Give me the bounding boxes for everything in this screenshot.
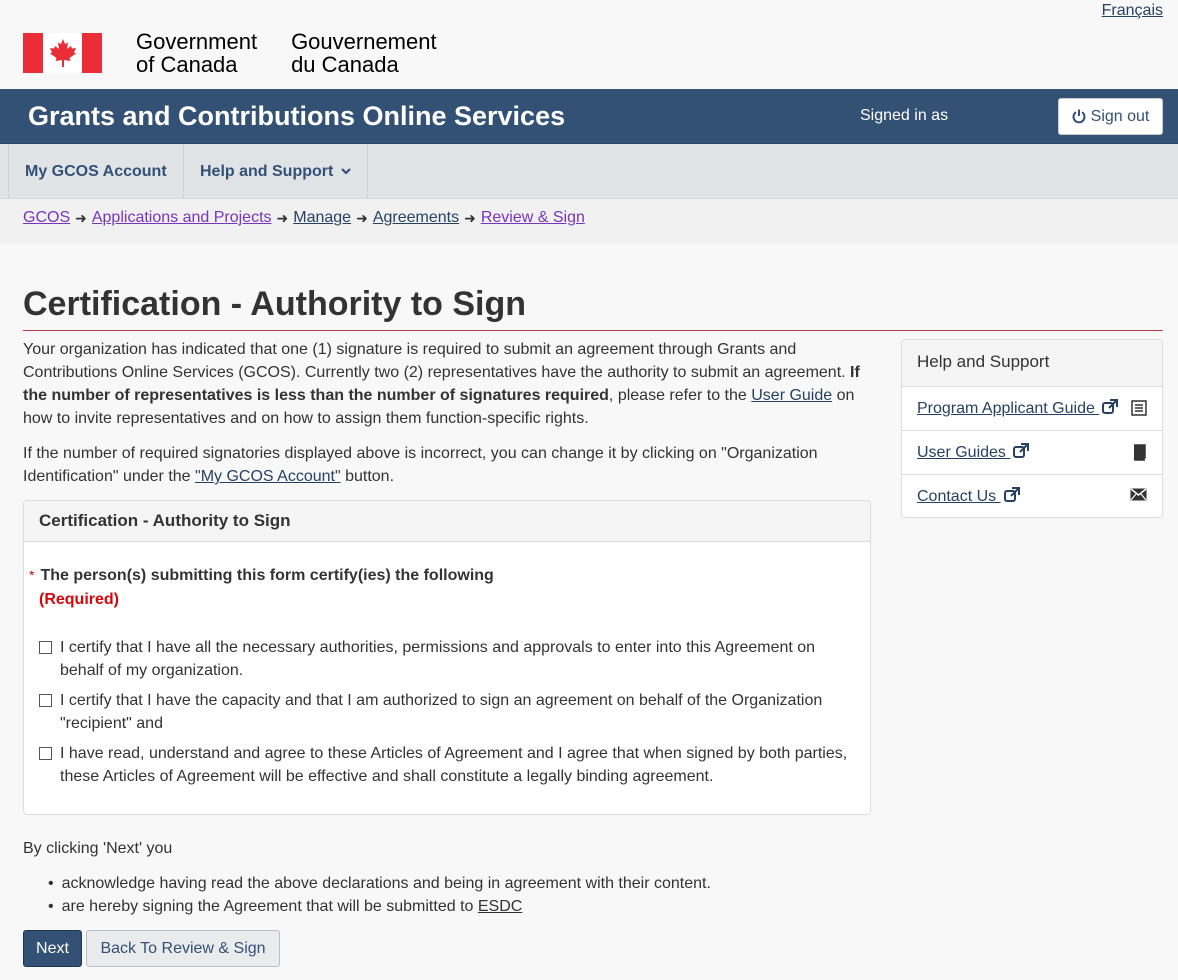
certify-capacity-checkbox[interactable]: [39, 694, 52, 707]
external-link-icon: [1102, 399, 1118, 419]
app-title: Grants and Contributions Online Services: [28, 101, 566, 131]
external-link-icon: [1013, 443, 1029, 463]
book-icon: [1131, 444, 1147, 466]
required-label: (Required): [39, 591, 119, 608]
certify-authorities-label[interactable]: I certify that I have all the necessary authorities, permissions and approvals to enter into this Agreement on behalf of my organization.: [60, 639, 816, 679]
help-panel-heading: Help and Support: [902, 340, 1162, 387]
contact-us-link[interactable]: Contact Us: [917, 487, 1020, 507]
certify-authorities-row[interactable]: [39, 636, 859, 682]
list-item: • acknowledge having read the above declarations and being in agreement with their content.: [48, 872, 711, 895]
breadcrumb-applications-and-projects[interactable]: Applications and Projects: [91, 209, 272, 226]
arrow-right-icon: ➜: [276, 209, 289, 226]
esdc-abbreviation: ESDC: [477, 898, 523, 915]
breadcrumb-gcos[interactable]: GCOS: [23, 209, 71, 226]
back-to-review-sign-button[interactable]: Back To Review & Sign: [86, 930, 280, 967]
help-item-contact-us: [902, 475, 1162, 519]
app-bar: [0, 89, 1178, 144]
certify-authorities-checkbox[interactable]: [39, 641, 52, 654]
my-gcos-account-link[interactable]: "My GCOS Account": [195, 468, 341, 485]
arrow-right-icon: ➜: [464, 209, 476, 226]
title-divider: [23, 330, 1163, 331]
signature-english: Government of Canada: [136, 29, 258, 77]
program-applicant-guide-link[interactable]: Program Applicant Guide: [917, 399, 1118, 419]
required-star: *: [29, 567, 35, 583]
page-title: Certification - Authority to Sign: [23, 285, 527, 323]
government-signature: [23, 30, 437, 75]
signature-french: Gouvernement du Canada: [291, 29, 437, 77]
certification-panel-heading: Certification - Authority to Sign: [24, 501, 870, 542]
list-item: • are hereby signing the Agreement that will be submitted to ESDC: [48, 895, 711, 918]
by-clicking-text: By clicking 'Next' you: [23, 840, 173, 857]
acknowledgement-list: [48, 872, 711, 918]
sign-out-label: Sign out: [1090, 107, 1150, 125]
chevron-down-icon: [341, 168, 351, 175]
next-button[interactable]: Next: [23, 930, 82, 967]
menu-help-and-support-label: Help and Support: [200, 162, 334, 180]
envelope-icon: [1130, 488, 1147, 506]
menu-help-and-support[interactable]: [184, 144, 368, 199]
certification-legend: * The person(s) submitting this form certify(ies) the following: [29, 567, 494, 584]
help-item-user-guides: [902, 431, 1162, 475]
certify-capacity-row[interactable]: [39, 689, 859, 735]
agree-articles-label[interactable]: I have read, understand and agree to these Articles of Agreement and I agree that when signed by both parties, these Articles of Agreement will be effective and shall constitute a legally binding agreement.: [60, 745, 848, 785]
help-item-program-applicant-guide: [902, 387, 1162, 431]
arrow-right-icon: ➜: [356, 209, 368, 226]
user-guides-link[interactable]: User Guides: [917, 443, 1029, 463]
intro-paragraph: Your organization has indicated that one (1) signature is required to submit an agreement through Grants and Contributions Online Services (GCOS). Currently two (2) representatives have the authority to submit an agreement. If the number of representatives is less than the number of signatures required, please refer to the User Guide on how to invite representatives and on how to assign them function-specific rights.: [23, 341, 860, 427]
breadcrumb-review-and-sign[interactable]: Review & Sign: [480, 209, 585, 226]
breadcrumb-agreements[interactable]: Agreements: [372, 209, 460, 226]
list-icon: [1131, 400, 1147, 421]
sign-out-button[interactable]: [1058, 98, 1163, 135]
breadcrumb-bar: [0, 199, 1178, 244]
user-guide-link[interactable]: User Guide: [751, 387, 833, 404]
arrow-right-icon: ➜: [75, 209, 87, 226]
agree-articles-checkbox[interactable]: [39, 747, 52, 760]
signed-in-text: Signed in as: [860, 107, 949, 124]
maple-leaf-icon: [49, 38, 77, 68]
menu-my-gcos-account-label: My GCOS Account: [25, 162, 167, 180]
main-menu: [0, 144, 1178, 199]
certification-panel: [23, 500, 871, 815]
signatories-paragraph: If the number of required signatories displayed above is incorrect, you can change it by clicking on "Organization Identification" under the "My GCOS Account" button.: [23, 445, 818, 485]
breadcrumb: [23, 209, 585, 227]
canada-flag-icon: [23, 33, 102, 73]
breadcrumb-manage[interactable]: Manage: [293, 209, 352, 226]
external-link-icon: [1004, 487, 1020, 507]
language-toggle-link[interactable]: Français: [1101, 2, 1163, 19]
help-and-support-panel: [901, 339, 1163, 518]
certify-capacity-label[interactable]: I certify that I have the capacity and that I am authorized to sign an agreement on behalf of the Organization "recipient" and: [60, 692, 823, 732]
power-icon: [1072, 109, 1086, 124]
agree-articles-row[interactable]: [39, 742, 859, 788]
menu-my-gcos-account[interactable]: [8, 144, 184, 199]
